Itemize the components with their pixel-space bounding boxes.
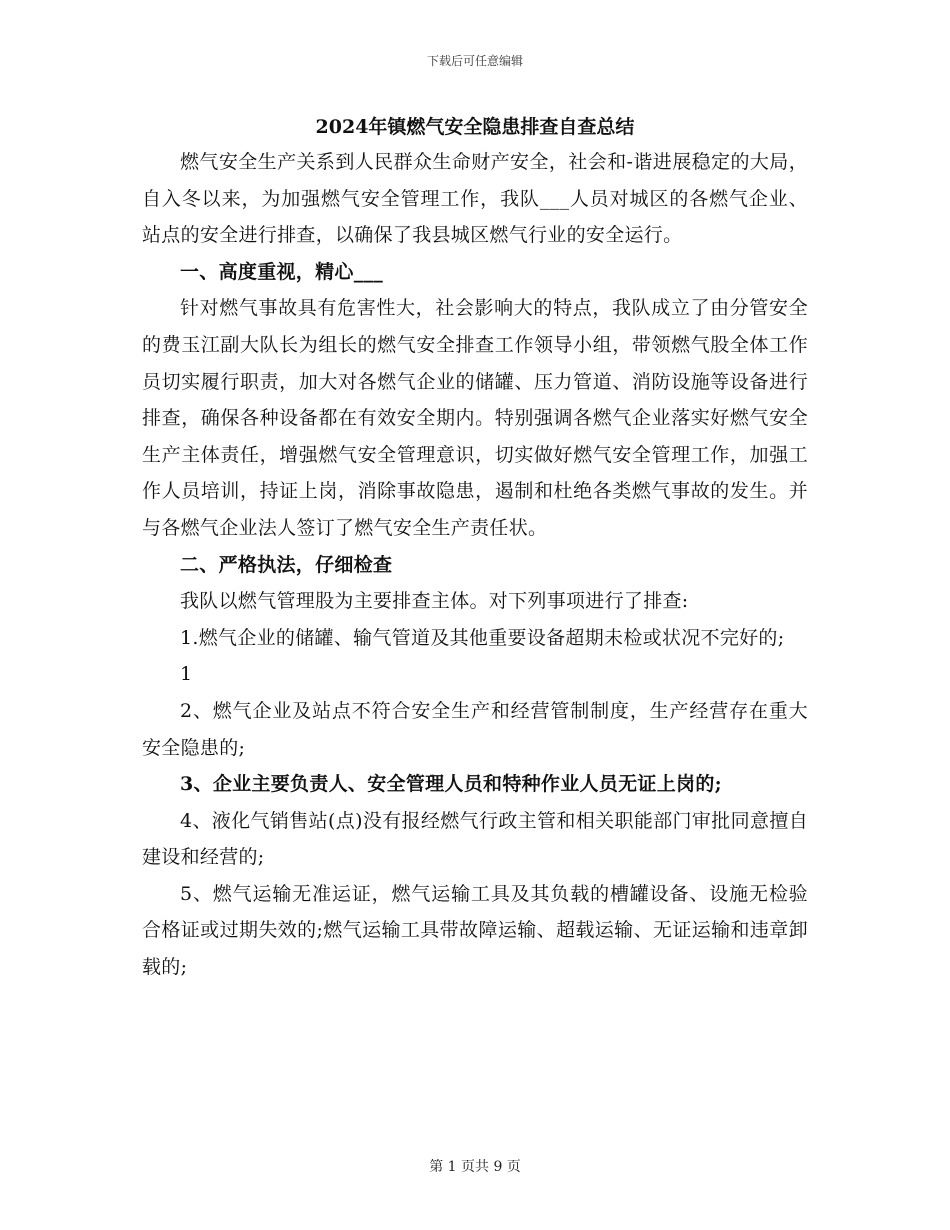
section-1-paragraph: 针对燃气事故具有危害性大，社会影响大的特点，我队成立了由分管安全的费玉江副大队长为组长的燃气安全排查工作领导小组，带领燃气股全体工作员切实履行职责，加大对各燃气企业的储罐、压力管道、消防设施等设备进行排查，确保各种设备都在有效安全期内。特别强调各燃气企业落实好燃气安全生产主体责任，增强燃气安全管理意识，切实做好燃气安全管理工作，加强工作人员培训，持证上岗，消除事故隐患，遏制和杜绝各类燃气事故的发生。并与各燃气企业法人签订了燃气安全生产责任状。 — [142, 297, 808, 539]
list-item-5: 5、燃气运输无准运证，燃气运输工具及其负载的槽罐设备、设施无检验合格证或过期失效的;燃气运输工具带故障运输、超载运输、无证运输和违章卸载的; — [142, 882, 808, 979]
stray-number: 1 — [180, 663, 193, 686]
list-item-1: 1.燃气企业的储罐、输气管道及其他重要设备超期未检或状况不完好的; — [180, 626, 785, 649]
page-header: 下载后可任意编辑 — [426, 54, 523, 68]
document-title: 2024年镇燃气安全隐患排查自查总结 — [315, 116, 635, 138]
document-body — [142, 112, 808, 986]
list-item-2: 2、燃气企业及站点不符合安全生产和经营管制制度，生产经营存在重大安全隐患的; — [142, 699, 808, 759]
page-footer: 第 1 页共 9 页 — [429, 1159, 521, 1175]
section-2-intro: 我队以燃气管理股为主要排查主体。对下列事项进行了排查: — [180, 590, 689, 613]
list-item-4: 4、液化气销售站(点)没有报经燃气行政主管和相关职能部门审批同意擅自建设和经营的; — [142, 809, 808, 869]
section-heading-1: 一、高度重视，精心___ — [180, 260, 384, 283]
intro-paragraph: 燃气安全生产关系到人民群众生命财产安全，社会和-谐进展稳定的大局，自入冬以来，为加强燃气安全管理工作，我队___人员对城区的各燃气企业、站点的安全进行排查，以确保了我县城区燃气行业的安全运行。 — [142, 151, 808, 247]
section-heading-2: 二、严格执法，仔细检查 — [180, 553, 393, 576]
list-item-3: 3、企业主要负责人、安全管理人员和特种作业人员无证上岗的; — [180, 773, 722, 796]
